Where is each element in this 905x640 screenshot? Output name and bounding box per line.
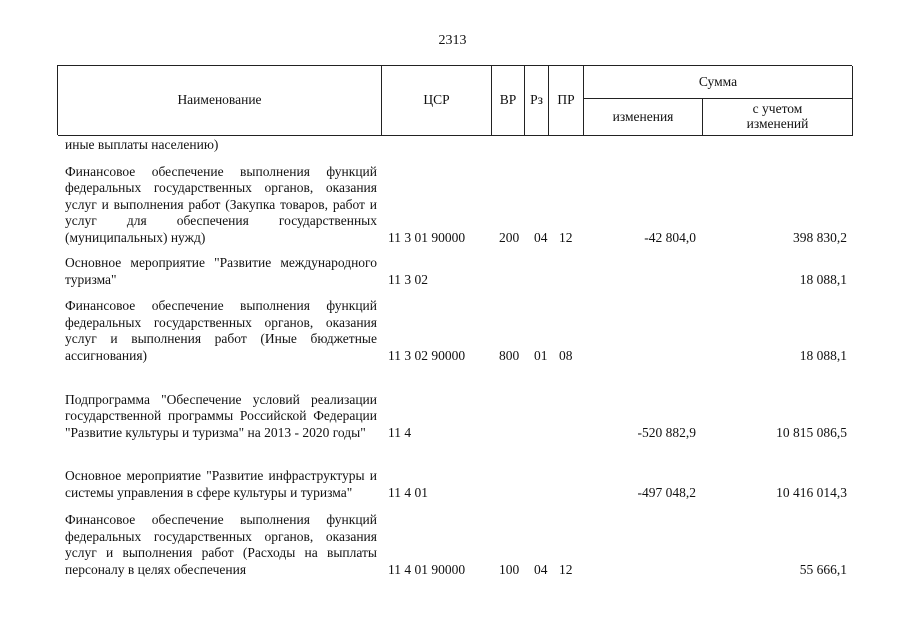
row-name: Основное мероприятие "Развитие международного туризма" [65,255,377,287]
row-change: -42 804,0 [644,229,696,245]
row-change: -520 882,9 [637,424,696,440]
table-row [0,373,905,441]
table-row [0,135,905,151]
table-row [0,160,905,246]
header-rz: Рз [525,66,549,136]
row-vr: 800 [499,347,520,363]
row-csr: 11 4 01 90000 [388,561,466,577]
row-rz: 04 [534,229,548,245]
row-change: -497 048,2 [637,484,696,500]
header-change: изменения [584,99,703,136]
row-csr: 11 3 02 90000 [388,347,466,363]
row-name: иные выплаты населению) [65,136,219,152]
row-rz: 01 [534,347,548,363]
row-total: 55 666,1 [799,561,847,577]
row-total: 18 088,1 [799,347,847,363]
row-total: 398 830,2 [793,229,847,245]
row-name: Основное мероприятие "Развитие инфраструктуры и системы управления в сфере культуры и туризма" [65,468,377,500]
row-pr: 12 [559,229,573,245]
table-row [0,296,905,364]
page-number: 2313 [438,33,467,48]
row-total: 10 416 014,3 [776,484,847,500]
header-name: Наименование [58,66,382,136]
row-pr: 12 [559,561,573,577]
row-rz: 04 [534,561,548,577]
table-row [0,254,905,288]
row-vr: 200 [499,229,520,245]
table-row [0,510,905,578]
header-csr: ЦСР [382,66,492,136]
row-csr: 11 3 01 90000 [388,229,466,245]
row-name: Финансовое обеспечение выполнения функций федеральных государственных органов, оказания услуг и выполнения работ (Расходы на выплаты персоналу в целях обеспечения [65,512,377,577]
table-row [0,451,905,501]
row-total: 10 815 086,5 [776,424,847,440]
row-csr: 11 3 02 [388,271,428,287]
row-name: Подпрограмма "Обеспечение условий реализации государственной программы Российской Федерации "Развитие культуры и туризма" на 2013 - 2020 годы" [65,391,377,440]
row-pr: 08 [559,347,573,363]
row-total: 18 088,1 [799,271,847,287]
header-pr: ПР [549,66,584,136]
row-csr: 11 4 [388,424,412,440]
row-name: Финансовое обеспечение выполнения функций федеральных государственных органов, оказания услуг и выполнения работ (Закупка товаров, работ и услуг для обеспечения государственных (муниципальных) нужд) [65,163,377,245]
header-with-change: с учетом изменений [703,99,853,136]
row-vr: 100 [499,561,520,577]
row-csr: 11 4 01 [388,484,428,500]
header-sum: Сумма [584,66,853,99]
header-vr: ВР [492,66,525,136]
row-name: Финансовое обеспечение выполнения функций федеральных государственных органов, оказания услуг и выполнения работ (Иные бюджетные ассигнования) [65,298,377,363]
